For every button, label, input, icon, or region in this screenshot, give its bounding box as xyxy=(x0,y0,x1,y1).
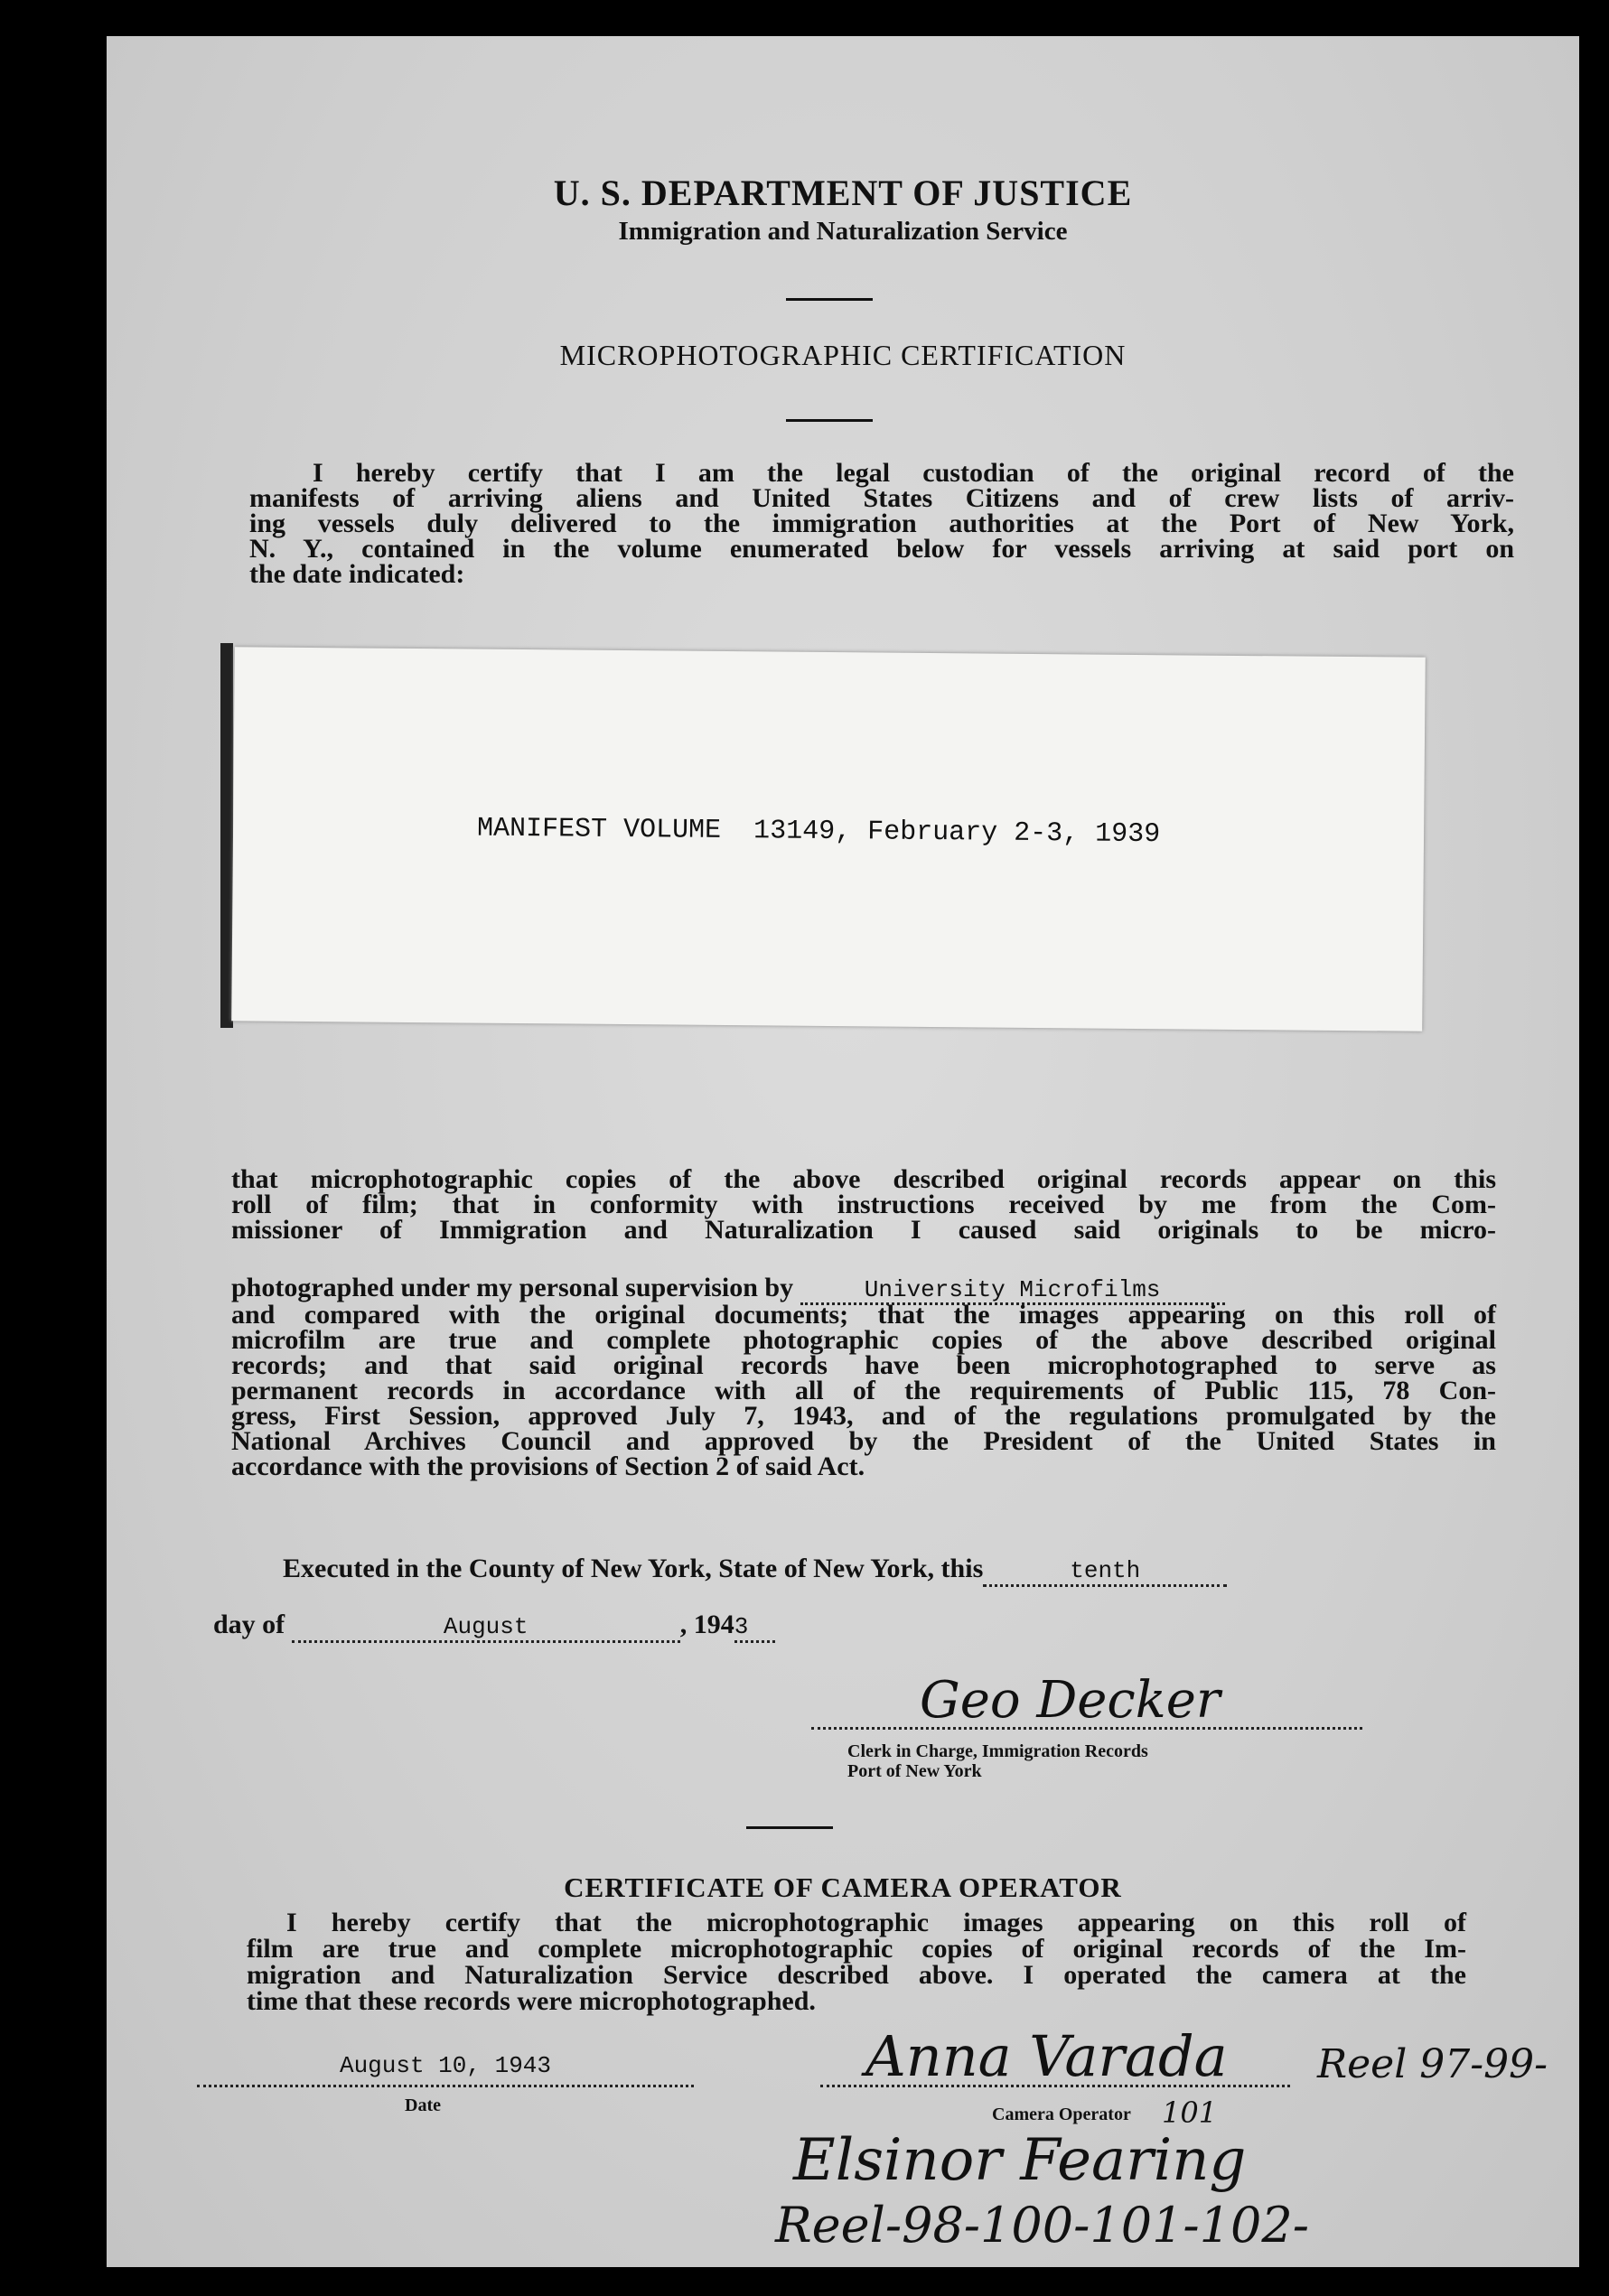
intro-line: the date indicated: xyxy=(249,559,465,589)
divider-rule xyxy=(746,1826,833,1829)
camera-line: I hereby certify that the microphotographic images appearing on this roll of xyxy=(286,1908,1466,1937)
second-operator-reel-note: Reel-98-100-101-102- xyxy=(775,2197,1309,2254)
month-value: August xyxy=(443,1613,529,1640)
executed-prefix: Executed in the County of New York, State of New York, this xyxy=(283,1554,984,1583)
body-line: and compared with the original documents; that the images appearing on this roll of xyxy=(231,1300,1496,1330)
clerk-signature: Geo Decker xyxy=(920,1671,1221,1730)
intro-line: N. Y., contained in the volume enumerated below for vessels arriving at said port on xyxy=(249,534,1514,564)
operator-reel-note: Reel 97-99- xyxy=(1317,2041,1548,2087)
camera-certificate-title: CERTIFICATE OF CAMERA OPERATOR xyxy=(564,1871,1122,1903)
body-line: permanent records in accordance with all of the requirements of Public 115, 78 Con- xyxy=(231,1376,1496,1405)
supervision-prefix: photographed under my personal supervision by xyxy=(231,1273,794,1302)
clerk-caption xyxy=(847,1741,1148,1781)
clerk-caption-line: Clerk in Charge, Immigration Records xyxy=(847,1741,1148,1761)
day-of-label: day of xyxy=(213,1610,285,1639)
camera-date-line xyxy=(197,2085,694,2087)
day-fill xyxy=(983,1554,1227,1587)
body-line: missioner of Immigration and Naturalization I caused said originals to be micro- xyxy=(231,1215,1496,1245)
executed-line xyxy=(283,1554,1227,1587)
service-subheading: Immigration and Naturalization Service xyxy=(618,217,1068,246)
camera-line: time that these records were microphotographed. xyxy=(247,1986,816,2016)
divider-rule xyxy=(786,298,873,301)
divider-rule xyxy=(786,419,873,422)
body-line: National Archives Council and approved by the President of the United States in xyxy=(231,1426,1496,1456)
operator-signature: Anna Varada xyxy=(865,2023,1228,2089)
body-line: microfilm are true and complete photographic copies of the above described original xyxy=(231,1325,1496,1355)
year-digit: 3 xyxy=(734,1613,749,1640)
clerk-caption-line: Port of New York xyxy=(847,1761,982,1781)
body-line: roll of film; that in conformity with instructions received by me from the Com- xyxy=(231,1190,1496,1219)
intro-line: I hereby certify that I am the legal custodian of the original record of the xyxy=(313,458,1514,488)
camera-operator-label: Camera Operator xyxy=(992,2105,1131,2124)
operator-number: 101 xyxy=(1162,2095,1218,2130)
day-value: tenth xyxy=(1070,1557,1141,1584)
camera-line: film are true and complete microphotographic copies of original records of the Im- xyxy=(247,1934,1466,1964)
intro-line: ing vessels duly delivered to the immigration authorities at the Port of New York, xyxy=(249,509,1514,538)
month-fill xyxy=(292,1610,680,1643)
body-paragraph-a xyxy=(231,1164,1496,1245)
year-fill xyxy=(734,1610,775,1643)
manifest-volume-text: MANIFEST VOLUME 13149, February 2-3, 1939 xyxy=(476,813,1161,851)
day-of-line: day of August , 1943 xyxy=(213,1610,775,1643)
year-prefix: 194 xyxy=(693,1610,734,1639)
body-line: records; and that said original records have been microphotographed to serve as xyxy=(231,1350,1496,1380)
second-operator-signature: Elsinor Fearing xyxy=(793,2127,1247,2194)
manifest-insert-slip xyxy=(231,647,1426,1031)
camera-date-label: Date xyxy=(405,2095,441,2115)
body-line: that microphotographic copies of the above described original records appear on this xyxy=(231,1164,1496,1194)
clerk-signature-line xyxy=(811,1727,1362,1730)
camera-date-value: August 10, 1943 xyxy=(339,2052,552,2079)
intro-paragraph xyxy=(249,458,1514,589)
certificate-sheet xyxy=(107,36,1579,2267)
body-paragraph-b xyxy=(231,1302,1496,1479)
intro-line: manifests of arriving aliens and United States Citizens and of crew lists of arriv- xyxy=(249,483,1514,513)
supervision-value: University Microfilms xyxy=(864,1276,1161,1303)
certification-title: MICROPHOTOGRAPHIC CERTIFICATION xyxy=(559,339,1127,371)
camera-paragraph xyxy=(247,1909,1466,2014)
camera-line: migration and Naturalization Service described above. I operated the camera at the xyxy=(247,1960,1466,1990)
camera-date-field xyxy=(197,2052,694,2079)
body-line: accordance with the provisions of Section 2 of said Act. xyxy=(231,1451,865,1481)
department-heading: U. S. DEPARTMENT OF JUSTICE xyxy=(553,173,1133,213)
body-line: gress, First Session, approved July 7, 1943, and of the regulations promulgated by the xyxy=(231,1401,1496,1431)
